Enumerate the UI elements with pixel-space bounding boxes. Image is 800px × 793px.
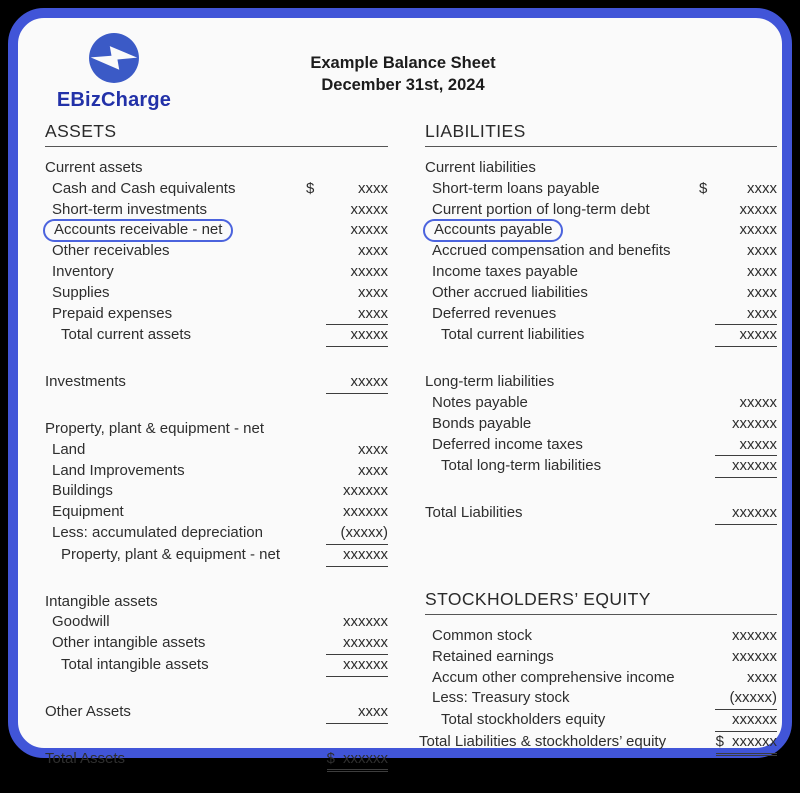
line-item <box>45 158 388 179</box>
line-item-label: Total current liabilities <box>441 326 585 344</box>
line-item-value <box>304 523 388 545</box>
line-item-value <box>304 461 388 482</box>
amount-placeholder: xxxx <box>358 461 388 479</box>
line-item <box>425 393 777 414</box>
line-item <box>45 502 388 523</box>
line-item-value <box>697 393 777 414</box>
column-heading: ASSETS <box>45 120 388 147</box>
line-item-label: Total stockholders equity <box>441 711 606 729</box>
line-item-label: Current liabilities <box>425 159 536 176</box>
line-item-label: Land <box>52 440 86 458</box>
amount-placeholder: xxxx <box>715 304 777 326</box>
amount-placeholder: xxxxx <box>715 435 777 457</box>
section <box>419 626 777 756</box>
line-item <box>45 545 388 567</box>
amount-placeholder: xxxxxx <box>326 633 388 655</box>
line-item <box>45 702 388 724</box>
line-item-value <box>304 655 388 677</box>
amount-placeholder: xxxxx <box>350 262 388 280</box>
line-item-value <box>304 749 388 773</box>
line-item <box>425 647 777 668</box>
line-item-label <box>425 220 697 241</box>
line-item <box>425 158 777 179</box>
line-item-label: Notes payable <box>432 393 528 411</box>
line-item-value <box>697 435 777 457</box>
line-item-label: Cash and Cash equivalents <box>52 179 236 197</box>
line-item-value <box>697 647 777 668</box>
amount-placeholder: xxxxxx <box>732 732 777 750</box>
line-item-value <box>304 220 388 241</box>
line-item <box>45 655 388 677</box>
amount-placeholder: xxxx <box>358 440 388 458</box>
section <box>45 702 388 724</box>
amount-placeholder: xxxx <box>747 179 777 197</box>
balance-sheet-title <box>42 52 764 96</box>
line-item-label: Long-term liabilities <box>425 373 555 391</box>
line-item-label <box>45 220 304 241</box>
highlight-oval: Accounts receivable - net <box>43 219 233 242</box>
header <box>42 30 764 120</box>
grand-total-value <box>327 749 388 773</box>
line-item <box>45 179 388 200</box>
line-item-value <box>697 688 777 710</box>
line-item <box>425 688 777 710</box>
line-item-label: Intangible assets <box>45 592 158 610</box>
line-item-label: Less: accumulated depreciation <box>52 523 263 541</box>
amount-placeholder: xxxxxx <box>715 503 777 525</box>
line-item <box>425 710 777 732</box>
dollar-sign: $ <box>306 179 315 197</box>
line-item-label: Inventory <box>52 262 114 280</box>
amount-placeholder: xxxxx <box>739 393 777 411</box>
line-item-value <box>697 304 777 326</box>
line-item-value <box>697 668 777 689</box>
line-item-value <box>304 304 388 326</box>
line-item-value <box>304 372 388 394</box>
line-item-label: Other intangible assets <box>52 634 206 652</box>
line-item-value <box>697 503 777 525</box>
line-item <box>45 523 388 545</box>
line-item <box>425 372 777 393</box>
line-item-label: Bonds payable <box>432 414 532 432</box>
amount-placeholder: xxxxxx <box>715 456 777 478</box>
line-item <box>45 372 388 394</box>
line-item <box>425 435 777 457</box>
line-item-label: Deferred revenues <box>432 304 557 322</box>
line-item-label: Equipment <box>52 503 124 521</box>
line-item-label: Income taxes payable <box>432 262 578 280</box>
section <box>45 419 388 567</box>
line-item-label: Other Assets <box>45 702 131 720</box>
brand-name: EBizCharge <box>56 89 172 111</box>
line-item-value <box>697 283 777 304</box>
amount-placeholder: (xxxxx) <box>715 688 777 710</box>
amount-placeholder: xxxx <box>358 179 388 197</box>
line-item-value <box>304 612 388 633</box>
line-item <box>45 283 388 304</box>
line-item <box>45 633 388 655</box>
dollar-sign: $ <box>715 732 724 750</box>
amount-placeholder: xxxxx <box>739 200 777 218</box>
line-item <box>419 732 777 756</box>
amount-placeholder: xxxxxx <box>732 414 777 432</box>
line-item-value <box>304 200 388 221</box>
line-item-value <box>304 283 388 304</box>
line-item <box>45 749 388 773</box>
amount-placeholder: xxxxx <box>739 221 777 239</box>
grand-total-value <box>716 732 777 756</box>
line-item <box>425 179 777 200</box>
line-item <box>45 241 388 262</box>
section <box>425 372 777 478</box>
amount-placeholder: xxxx <box>747 242 777 260</box>
line-item-value <box>697 220 777 241</box>
assets-column <box>45 120 388 772</box>
line-item <box>425 220 777 241</box>
line-item-label: Property, plant & equipment - net <box>61 545 281 563</box>
line-item-value <box>304 262 388 283</box>
line-item-value <box>304 241 388 262</box>
line-item-value <box>304 633 388 655</box>
line-item-value <box>697 710 777 732</box>
amount-placeholder: xxxx <box>747 283 777 301</box>
line-item-value <box>697 179 777 200</box>
line-item-label: Current portion of long-term debt <box>432 200 650 218</box>
line-item <box>425 503 777 525</box>
amount-placeholder: xxxx <box>747 262 777 280</box>
section <box>45 372 388 394</box>
line-item-label: Short-term loans payable <box>432 179 600 197</box>
line-item-value <box>697 626 777 647</box>
line-item-value <box>697 241 777 262</box>
amount-placeholder: xxxxx <box>326 325 388 347</box>
amount-placeholder: xxxxxx <box>326 545 388 567</box>
line-item-label: Investments <box>45 373 126 391</box>
line-item <box>425 668 777 689</box>
line-item <box>45 262 388 283</box>
line-item-value <box>697 732 777 756</box>
line-item <box>45 419 388 440</box>
line-item <box>45 220 388 241</box>
section <box>45 592 388 677</box>
highlight-oval: Accounts payable <box>423 219 563 242</box>
section <box>425 503 777 525</box>
line-item <box>425 304 777 326</box>
line-item-value <box>697 325 777 347</box>
line-item-value <box>304 545 388 567</box>
amount-placeholder: xxxxxx <box>715 710 777 732</box>
column-heading: LIABILITIES <box>425 120 777 147</box>
title-line-2: December 31st, 2024 <box>321 76 485 94</box>
line-item-label: Prepaid expenses <box>52 304 173 322</box>
line-item <box>45 440 388 461</box>
line-item-label: Buildings <box>52 482 113 500</box>
amount-placeholder: xxxx <box>358 242 388 260</box>
line-item-label: Land Improvements <box>52 461 185 479</box>
liabilities-column <box>419 120 777 756</box>
line-item-value <box>304 702 388 724</box>
dollar-sign: $ <box>699 179 708 197</box>
amount-placeholder: xxxx <box>358 283 388 301</box>
line-item <box>425 626 777 647</box>
section <box>45 158 388 347</box>
line-item-value <box>697 414 777 435</box>
column-heading: STOCKHOLDERS’ EQUITY <box>425 588 777 615</box>
line-item-label: Total long-term liabilities <box>441 457 602 475</box>
line-item-value <box>304 440 388 461</box>
line-item-value <box>304 325 388 347</box>
line-item <box>425 262 777 283</box>
line-item-value <box>697 200 777 221</box>
amount-placeholder: xxxxxx <box>343 503 388 521</box>
line-item <box>425 414 777 435</box>
line-item-label: Accum other comprehensive income <box>432 668 675 686</box>
amount-placeholder: xxxxxx <box>343 749 388 767</box>
amount-placeholder: xxxxx <box>326 372 388 394</box>
amount-placeholder: xxxxxx <box>326 655 388 677</box>
line-item <box>425 325 777 347</box>
line-item-label: Supplies <box>52 283 110 301</box>
amount-placeholder: xxxxx <box>350 200 388 218</box>
line-item <box>45 612 388 633</box>
line-item-label: Total Assets <box>45 749 126 767</box>
line-item-value <box>304 502 388 523</box>
line-item-label: Total Liabilities <box>425 504 523 522</box>
line-item-label: Property, plant & equipment - net <box>45 419 265 437</box>
section <box>45 749 388 773</box>
line-item <box>45 325 388 347</box>
amount-placeholder: xxxxxx <box>343 613 388 631</box>
line-item-label: Other accrued liabilities <box>432 283 588 301</box>
balance-sheet-card <box>8 8 792 767</box>
line-item-label: Common stock <box>432 626 533 644</box>
line-item-label: Accrued compensation and benefits <box>432 242 671 260</box>
line-item <box>45 304 388 326</box>
amount-placeholder: xxxx <box>747 668 777 686</box>
amount-placeholder: xxxxxx <box>732 626 777 644</box>
line-item-value <box>304 179 388 200</box>
title-line-1: Example Balance Sheet <box>310 54 496 72</box>
line-item <box>425 200 777 221</box>
amount-placeholder: xxxxxx <box>732 647 777 665</box>
line-item <box>45 592 388 613</box>
line-item <box>425 283 777 304</box>
line-item-label: Total intangible assets <box>61 655 209 673</box>
amount-placeholder: xxxxx <box>715 325 777 347</box>
line-item <box>45 481 388 502</box>
amount-placeholder: xxxxx <box>350 221 388 239</box>
amount-placeholder: xxxx <box>326 304 388 326</box>
section <box>425 158 777 347</box>
line-item-label: Other receivables <box>52 242 170 260</box>
amount-placeholder: xxxx <box>326 702 388 724</box>
line-item <box>425 241 777 262</box>
line-item <box>45 200 388 221</box>
line-item-label: Current assets <box>45 159 143 176</box>
dollar-sign: $ <box>326 749 335 767</box>
line-item-label: Less: Treasury stock <box>432 689 570 707</box>
line-item-label: Short-term investments <box>52 200 208 218</box>
line-item-label: Total current assets <box>61 326 192 344</box>
line-item-label: Total Liabilities & stockholders’ equity <box>419 732 667 750</box>
amount-placeholder: xxxxxx <box>343 482 388 500</box>
line-item-label: Goodwill <box>52 613 110 631</box>
line-item-value <box>697 456 777 478</box>
line-item <box>425 456 777 478</box>
line-item-label: Deferred income taxes <box>432 435 583 453</box>
line-item-value <box>697 262 777 283</box>
amount-placeholder: (xxxxx) <box>326 523 388 545</box>
line-item-label: Retained earnings <box>432 647 554 665</box>
line-item-value <box>304 481 388 502</box>
balance-sheet-columns <box>42 120 777 772</box>
line-item <box>45 461 388 482</box>
